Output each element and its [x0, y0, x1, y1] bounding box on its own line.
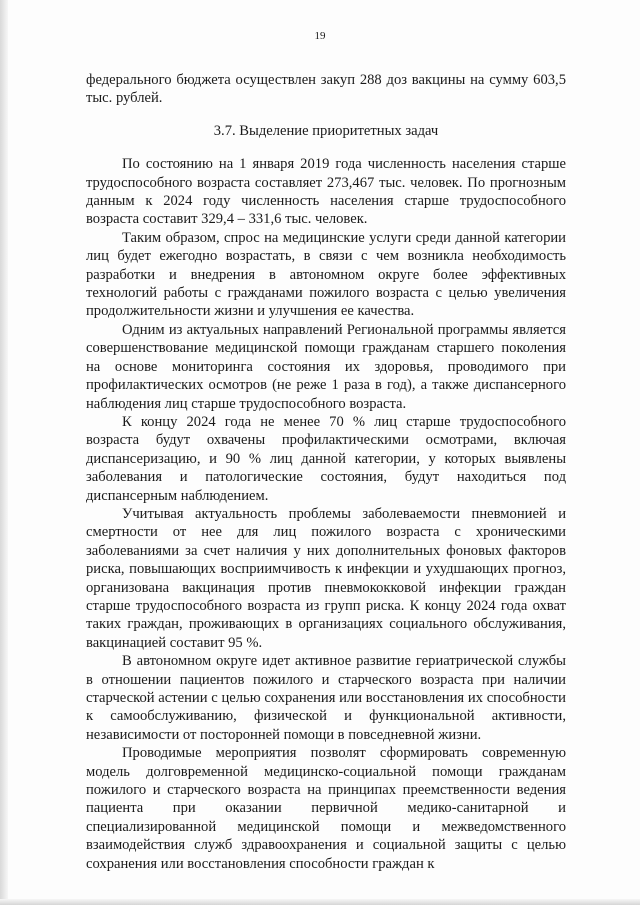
paragraph-population: По состоянию на 1 января 2019 года численность населения старше трудоспособного возраста составляет 273,467 тыс. человек. По прогнозным данным к 2024 году численность населения старше трудоспособного возраста составит 329,4 – 331,6 тыс. человек.: [86, 156, 566, 228]
page-number: 19: [314, 30, 326, 42]
paragraph-geriatric-service: В автономном округе идет активное развитие гериатрической службы в отношении пациентов пожилого и старческого возраста при наличии старческой астении с целью сохранения или восстановления их способности к самообслуживанию, физической и функциональной активности, независимости от посторонней помощи в повседневной жизни.: [86, 653, 566, 743]
paragraph-care-model: Проводимые мероприятия позволят сформировать современную модель долговременной медицинско-социальной помощи гражданам пожилого и старческого возраста на принципах преемственности ведения пациента при оказании первичной медико-санитарной и специализированной медицинской помощи и межведомственного взаимодействия служб здравоохранения и социальной защиты с целью сохранения или восстановления способности граждан к: [86, 745, 566, 872]
scan-edge-left: [0, 0, 8, 905]
scan-edge-bottom: [0, 899, 640, 905]
continuation-paragraph: федерального бюджета осуществлен закуп 288 доз вакцины на сумму 603,5 тыс. рублей.: [86, 72, 566, 107]
paragraph-program-direction: Одним из актуальных направлений Региональной программы является совершенствование медицинской помощи гражданам старшего поколения на основе мониторинга состояния их здоровья, проводимого при профилактических осмотров (не реже 1 раза в год), а также диспансерного наблюдения лиц старше трудоспособного возраста.: [86, 321, 566, 412]
paragraph-demand: Таким образом, спрос на медицинские услуги среди данной категории лиц будет ежегодно возрастать, в связи с чем возникла необходимость разработки и внедрения в автономном округе более эффективных технологий работы с гражданами пожилого возраста с целью увеличения продолжительности жизни и улучшения ее качества.: [86, 229, 566, 320]
paragraph-pneumonia-vaccination: Учитывая актуальность проблемы заболеваемости пневмонией и смертности от нее для лиц пожилого возраста с хроническими заболеваниями за счет наличия у них дополнительных фоновых факторов риска, повышающих восприимчивость к инфекции и ухудшающих прогноз, организована вакцинация против пневмококковой инфекции граждан старше трудоспособного возраста из групп риска. К концу 2024 года охват таких граждан, проживающих в организациях социального обслуживания, вакцинацией составит 95 %.: [86, 505, 566, 651]
section-heading: 3.7. Выделение приоритетных задач: [213, 122, 439, 139]
paragraph-2024-targets: К концу 2024 года не менее 70 % лиц старше трудоспособного возраста будут охвачены профилактическими осмотрами, включая диспансеризацию, и 90 % лиц данной категории, у которых выявлены заболевания и патологические состояния, будут находиться под диспансерным наблюдением.: [86, 413, 566, 504]
document-body: [86, 71, 566, 873]
